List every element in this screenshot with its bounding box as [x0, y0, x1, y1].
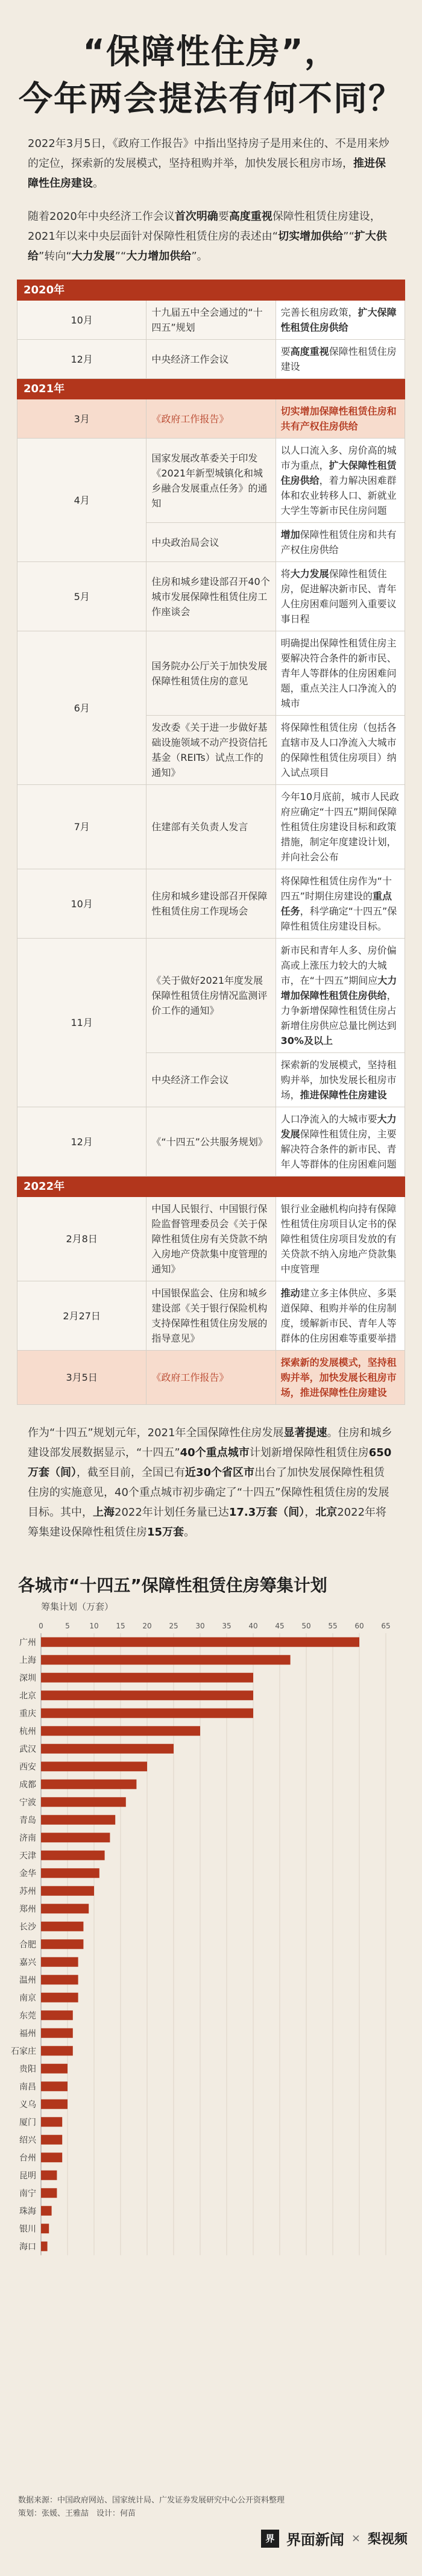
content-cell: [276, 1107, 405, 1177]
category-label: 银川: [19, 2224, 36, 2234]
summary-text: 。: [184, 1526, 195, 1539]
summary-paragraph: [0, 1423, 422, 1542]
timeline-row: [17, 1197, 405, 1281]
content-emphasis: 推动: [280, 1287, 300, 1299]
summary-text: 2022年计划任务量已达: [115, 1506, 229, 1519]
bar: [41, 2064, 68, 2074]
bar: [41, 1726, 200, 1736]
category-label: 杭州: [19, 1727, 36, 1737]
bar: [41, 1815, 115, 1825]
intro-text: ”“: [343, 230, 354, 243]
content-cell: [276, 439, 405, 523]
timeline-row: [17, 1281, 405, 1351]
x-tick-label: 10: [89, 1622, 99, 1630]
source-cell: 发改委《关于进一步做好基础设施领域不动产投资信托基金（REITs）试点工作的通知》: [146, 716, 276, 785]
bar: [41, 1868, 99, 1878]
content-emphasis: 大力发展: [280, 1113, 397, 1140]
timeline-row: [17, 869, 405, 939]
source-cell: 中国人民银行、中国银行保险监督管理委员会《关于保障性租赁住房有关贷款不纳入房地产贷款集中度管理的通知》: [146, 1197, 276, 1281]
content-text: 建立多主体供应、多渠道保障、租购并举的住房制度，缓解新市民、青年人等群体的住房困难等重要举措: [280, 1287, 397, 1344]
bar: [41, 1690, 253, 1700]
intro-text: 2022年3月5日，《政府工作报告》中指出坚持房子是用来住的、不是用来炒的定位，探索新的发展模式，坚持租购并举，加快发展长租房市场，: [28, 137, 389, 170]
category-label: 天津: [19, 1851, 36, 1861]
content-cell: 切实增加保障性租赁住房和共有产权住房供给: [276, 399, 405, 439]
bar: [41, 2046, 73, 2055]
summary-text: 作为“十四五”规划元年，2021年全国保障性住房发展: [28, 1427, 284, 1439]
x-tick-label: 20: [142, 1622, 152, 1630]
summary-emphasis: 近30个省区市: [185, 1466, 255, 1479]
summary-text: ，截至目前，全国已有: [77, 1466, 185, 1479]
x-tick-label: 25: [169, 1622, 178, 1630]
month-cell: 10月: [17, 301, 146, 340]
category-label: 武汉: [19, 1744, 36, 1754]
source-cell: 国家发展改革委关于印发《2021年新型城镇化和城乡融合发展重点任务》的通知: [146, 439, 276, 523]
bar-chart: [0, 1616, 422, 2268]
x-tick-label: 40: [248, 1622, 258, 1630]
category-label: 台州: [19, 2153, 36, 2163]
summary-emphasis: 显著提速: [283, 1427, 327, 1439]
x-tick-label: 15: [116, 1622, 125, 1630]
summary-emphasis: 40个重点城市: [180, 1446, 250, 1459]
source-cell: 《关于做好2021年度发展保障性租赁住房情况监测评价工作的通知》: [146, 939, 276, 1053]
bar: [41, 2224, 49, 2233]
content-text: 要: [280, 346, 291, 357]
year-label: 2020年: [17, 280, 405, 301]
content-text: 保障性租赁住房建设: [280, 346, 397, 372]
source-cell: 中国银保监会、住房和城乡建设部《关于银行保险机构支持保障性租赁住房发展的指导意见》: [146, 1281, 276, 1351]
content-text: 将: [280, 568, 291, 580]
intro-emphasis: 切实增加供给: [278, 230, 344, 243]
content-emphasis: 30%及以上: [280, 1035, 333, 1046]
source-cell: 《政府工作报告》: [146, 399, 276, 439]
timeline-row: [17, 340, 405, 379]
bar: [41, 1904, 89, 1913]
bar: [41, 1655, 291, 1665]
summary-emphasis: 上海: [93, 1506, 115, 1519]
category-label: 郑州: [19, 1904, 36, 1915]
timeline-row: [17, 1107, 405, 1177]
year-header-2021: [17, 379, 405, 399]
content-cell: [276, 1281, 405, 1351]
category-label: 贵阳: [19, 2064, 36, 2074]
content-text: 完善长租房政策，: [280, 307, 358, 318]
category-label: 合肥: [19, 1940, 36, 1950]
content-emphasis: 大力增加保障性租赁住房供给: [280, 975, 397, 1001]
bar: [41, 1637, 359, 1647]
content-cell: 将保障性租赁住房（包括各直辖市及人口净流入大城市的保障性租赁住房项目）纳入试点项目: [276, 716, 405, 785]
summary-text: 计划新增保障性租赁住房: [249, 1446, 369, 1459]
summary-text: ，: [304, 1506, 316, 1519]
timeline-row-highlight: [17, 399, 405, 439]
category-label: 东莞: [19, 2011, 36, 2021]
timeline-row: [17, 562, 405, 631]
bar: [41, 1780, 136, 1789]
content-text: 将保障性租赁住房作为“十四五”时期住房建设的: [280, 875, 392, 902]
category-label: 温州: [19, 1975, 36, 1986]
bar: [41, 2028, 73, 2038]
source-cell: 中央经济工作会议: [146, 340, 276, 379]
month-cell: 7月: [17, 785, 146, 869]
bar: [41, 1833, 110, 1842]
intro-emphasis: 扩大供给: [28, 230, 387, 263]
category-label: 南京: [19, 1993, 36, 2003]
source-cell: 《政府工作报告》: [146, 1351, 276, 1405]
intro-text: ”。: [191, 250, 208, 263]
year-header-2020: [17, 280, 405, 301]
summary-emphasis: 650万套（间）: [28, 1446, 392, 1479]
category-label: 西安: [19, 1762, 36, 1772]
category-label: 北京: [19, 1691, 36, 1701]
footer-source: 数据来源：中国政府网站、国家统计局、广发证券发展研究中心公开资料整理: [18, 2496, 285, 2505]
category-label: 福州: [19, 2028, 36, 2039]
source-cell: 国务院办公厅关于加快发展保障性租赁住房的意见: [146, 631, 276, 716]
logo-separator: ×: [351, 2532, 361, 2545]
month-cell: 2月8日: [17, 1197, 146, 1281]
month-cell: 11月: [17, 939, 146, 1107]
category-label: 广州: [19, 1637, 36, 1648]
timeline-row-highlight: [17, 1351, 405, 1405]
intro-emphasis: 首次明确: [174, 210, 218, 223]
month-cell: 3月5日: [17, 1351, 146, 1405]
jiemian-logo-icon: 界: [261, 2530, 279, 2548]
bar: [41, 1993, 78, 2002]
month-cell: 12月: [17, 340, 146, 379]
content-cell: 明确提出保障性租赁住房主要解决符合条件的新市民、青年人等群体的住房困难问题，重点关注人口净流入的城市: [276, 631, 405, 716]
x-tick-label: 65: [381, 1622, 391, 1630]
month-cell: 12月: [17, 1107, 146, 1177]
category-label: 厦门: [19, 2118, 36, 2128]
bar: [41, 2206, 52, 2216]
intro-text: 随着2020年中央经济工作会议: [28, 210, 175, 223]
bar: [41, 1975, 78, 1984]
summary-text: 2022年将筹集建设保障性租赁住房: [28, 1506, 387, 1539]
intro-paragraph-1: [0, 134, 422, 193]
category-label: 成都: [19, 1780, 36, 1790]
content-cell: [276, 301, 405, 340]
source-cell: 住建部有关负责人发言: [146, 785, 276, 869]
category-label: 嘉兴: [19, 1957, 36, 1968]
category-label: 海口: [19, 2242, 36, 2252]
content-emphasis: 扩大保障性租赁住房供给: [280, 460, 397, 486]
intro-text: ”“: [115, 250, 127, 263]
timeline-row: [17, 785, 405, 869]
category-label: 石家庄: [11, 2046, 36, 2057]
month-cell: 2月27日: [17, 1281, 146, 1351]
category-label: 苏州: [19, 1886, 36, 1896]
content-text: 人口净流入的大城市要: [280, 1113, 377, 1125]
category-label: 珠海: [19, 2206, 36, 2216]
x-tick-label: 55: [328, 1622, 338, 1630]
content-cell: [276, 1053, 405, 1107]
content-cell: [276, 340, 405, 379]
content-cell: [276, 523, 405, 562]
footer: [18, 2494, 404, 2521]
month-cell: 5月: [17, 562, 146, 631]
content-cell: 今年10月底前，城市人民政府应确定“十四五”期间保障性租赁住房建设目标和政策措施，制定年度建设计划，并向社会公布: [276, 785, 405, 869]
content-text: 以人口流入多、房价高的城市为重点，: [280, 445, 397, 471]
content-text: 保障性租赁住房，促进解决新市民、青年人住房困难问题列入重要议事日程: [280, 568, 397, 625]
x-tick-label: 5: [65, 1622, 70, 1630]
content-emphasis: 大力发展: [290, 568, 329, 580]
timeline-row: [17, 631, 405, 716]
content-emphasis: 高度重视: [290, 346, 329, 357]
intro-text: 保障性租赁住房建设，2021年以来中央层面针对保障性租赁住房的表述由“: [28, 210, 381, 243]
content-cell: 探索新的发展模式，坚持租购并举，加快发展长租房市场，推进保障性住房建设: [276, 1351, 405, 1405]
category-label: 南昌: [19, 2082, 36, 2092]
bar: [41, 1939, 83, 1949]
page-title-line1: “保障性住房”，: [83, 33, 339, 72]
jiemian-logo-text: 界面新闻: [286, 2531, 344, 2548]
source-cell: 十九届五中全会通过的“十四五”规划: [146, 301, 276, 340]
bar: [41, 2135, 62, 2145]
intro-emphasis: 大力增加供给: [126, 250, 192, 263]
category-label: 济南: [19, 1833, 36, 1843]
bar: [41, 1797, 126, 1807]
timeline-row: [17, 939, 405, 1053]
bar: [41, 2099, 68, 2109]
intro-emphasis: 高度重视: [228, 210, 272, 223]
category-label: 南宁: [19, 2189, 36, 2199]
x-tick-label: 45: [275, 1622, 285, 1630]
title-block: [0, 0, 422, 123]
bar: [41, 2188, 57, 2198]
bar: [41, 1762, 147, 1771]
timeline-row: [17, 301, 405, 340]
source-cell: 《“十四五”公共服务规划》: [146, 1107, 276, 1177]
content-text: 探索新的发展模式，坚持租购并举，加快发展长租房市场，: [280, 1059, 397, 1101]
category-label: 宁波: [19, 1798, 36, 1808]
category-label: 上海: [19, 1655, 36, 1666]
content-text: 新市民和青年人多、房价偏高或上涨压力较大的大城市，在“十四五”期间应: [280, 945, 397, 986]
category-label: 长沙: [19, 1922, 36, 1932]
summary-emphasis: 北京: [315, 1506, 338, 1519]
category-label: 义乌: [19, 2099, 36, 2110]
page-title-line2: 今年两会提法有何不同？: [19, 80, 403, 119]
content-text: ，着力解决困难群体和农业转移人口、新就业大学生等新市民住房问题: [280, 475, 397, 516]
month-cell: 6月: [17, 631, 146, 785]
bar: [41, 2152, 62, 2162]
x-tick-label: 30: [195, 1622, 205, 1630]
content-emphasis: 推进保障性住房建设: [300, 1089, 387, 1101]
x-tick-label: 60: [354, 1622, 364, 1630]
chart-title: 各城市“十四五”保障性租赁住房筹集计划: [18, 1575, 327, 1595]
bar: [41, 2081, 68, 2091]
summary-text: 出台了加快发展保障性租赁住房的实施意见，40个重点城市初步确定了“十四五”保障性租赁住房的发展目标。其中，: [28, 1466, 389, 1519]
source-cell: 中央经济工作会议: [146, 1053, 276, 1107]
chart-unit-label: 筹集计划（万套）: [41, 1601, 114, 1612]
content-emphasis: 增加: [280, 529, 300, 540]
bar: [41, 2171, 57, 2180]
source-cell: 住房和城乡建设部召开保障性租赁住房工作现场会: [146, 869, 276, 939]
intro-text: ”转向“: [39, 250, 72, 263]
summary-emphasis: 15万套: [147, 1526, 184, 1539]
x-tick-label: 35: [222, 1622, 231, 1630]
category-label: 昆明: [19, 2171, 36, 2181]
content-cell: 银行业金融机构向持有保障性租赁住房项目认定书的保障性租赁住房项目发放的有关贷款不纳入房地产贷款集中度管理: [276, 1197, 405, 1281]
timeline-row: [17, 439, 405, 523]
month-cell: 3月: [17, 399, 146, 439]
footer-credits: 策划：张媛、王雅喆 设计：何苗: [18, 2509, 136, 2518]
intro-emphasis: 大力发展: [71, 250, 115, 263]
partner-logo: 梨视频: [367, 2531, 408, 2547]
bar: [41, 2242, 48, 2251]
category-label: 绍兴: [19, 2135, 36, 2145]
bar: [41, 1744, 174, 1754]
content-emphasis: 重点任务: [280, 890, 392, 917]
source-cell: 中央政治局会议: [146, 523, 276, 562]
category-label: 青岛: [19, 1815, 36, 1825]
month-cell: 4月: [17, 439, 146, 562]
year-label: 2022年: [17, 1177, 405, 1197]
content-text: ，科学确定“十四五”保障性租赁住房建设目标。: [280, 905, 397, 932]
bar: [41, 2010, 73, 2020]
content-cell: [276, 939, 405, 1053]
content-cell: [276, 869, 405, 939]
bar: [41, 1673, 253, 1683]
bar: [41, 1957, 78, 1967]
intro-emphasis: 推进保障性住房建设: [28, 157, 386, 190]
x-tick-label: 0: [39, 1622, 43, 1630]
intro-text: 。: [93, 177, 104, 190]
policy-timeline-table: [17, 280, 405, 1405]
source-cell: 住房和城乡建设部召开40个城市发展保障性租赁住房工作座谈会: [146, 562, 276, 631]
logo-group: [261, 2528, 408, 2549]
content-cell: [276, 562, 405, 631]
bar: [41, 2117, 62, 2127]
bar: [41, 1922, 83, 1931]
bar: [41, 1708, 253, 1718]
category-label: 金华: [19, 1869, 36, 1879]
bar: [41, 1886, 94, 1896]
content-text: ，力争新增保障性租赁住房占新增住房供应总量比例达到: [280, 990, 397, 1031]
year-label: 2021年: [17, 379, 405, 399]
content-text: 保障性租赁住房和共有产权住房供给: [280, 529, 397, 555]
intro-paragraph-2: [0, 207, 422, 266]
category-label: 深圳: [19, 1673, 36, 1683]
x-tick-label: 50: [301, 1622, 311, 1630]
year-header-2022: [17, 1177, 405, 1197]
summary-text: 。住房和城乡建设部发展数据显示，“十四五”: [28, 1427, 392, 1459]
category-label: 重庆: [19, 1708, 36, 1719]
intro-text: 要: [218, 210, 229, 223]
content-emphasis: 扩大保障性租赁住房供给: [280, 307, 397, 333]
month-cell: 10月: [17, 869, 146, 939]
bar: [41, 1851, 105, 1860]
content-text: 保障性租赁住房，主要解决符合条件的新市民、青年人等群体的住房困难问题: [280, 1128, 397, 1170]
summary-emphasis: 17.3万套（间）: [228, 1506, 305, 1519]
